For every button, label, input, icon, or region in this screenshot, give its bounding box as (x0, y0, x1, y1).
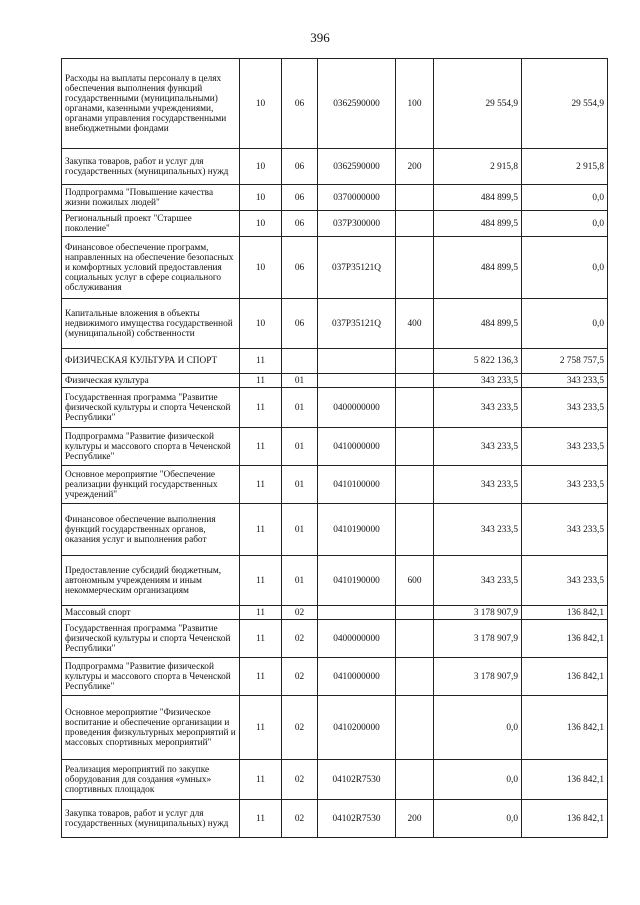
row-target-code: 037P35121Q (318, 299, 396, 349)
row-target-code: 0410190000 (318, 556, 396, 606)
row-expense-type (396, 211, 434, 237)
row-section: 11 (240, 606, 282, 620)
row-expense-type (396, 428, 434, 466)
row-value-2: 2 758 757,5 (522, 349, 608, 374)
row-subsection: 02 (282, 800, 318, 838)
page-number: 396 (310, 30, 330, 45)
row-value-2: 0,0 (522, 299, 608, 349)
row-section: 11 (240, 696, 282, 760)
row-value-2: 0,0 (522, 185, 608, 211)
row-value-1: 3 178 907,9 (434, 620, 522, 658)
row-section: 10 (240, 59, 282, 149)
row-name: Государственная программа "Развитие физической культуры и спорта Чеченской Республики" (62, 620, 240, 658)
row-value-1: 3 178 907,9 (434, 606, 522, 620)
row-target-code: 0410000000 (318, 428, 396, 466)
row-section: 10 (240, 149, 282, 185)
table-row (62, 349, 608, 374)
row-subsection: 06 (282, 149, 318, 185)
row-target-code: 0362590000 (318, 59, 396, 149)
row-value-2: 343 233,5 (522, 466, 608, 504)
row-expense-type (396, 760, 434, 800)
row-subsection: 06 (282, 211, 318, 237)
row-section: 11 (240, 658, 282, 696)
row-section: 11 (240, 349, 282, 374)
row-expense-type (396, 606, 434, 620)
row-expense-type (396, 349, 434, 374)
row-target-code (318, 349, 396, 374)
row-value-2: 136 842,1 (522, 658, 608, 696)
row-target-code: 0400000000 (318, 388, 396, 428)
row-subsection: 06 (282, 185, 318, 211)
table-row (62, 374, 608, 388)
row-name: Подпрограмма "Повышение качества жизни пожилых людей" (62, 185, 240, 211)
table-row (62, 388, 608, 428)
row-subsection: 06 (282, 59, 318, 149)
row-value-1: 5 822 136,3 (434, 349, 522, 374)
row-subsection: 06 (282, 237, 318, 299)
row-subsection: 01 (282, 388, 318, 428)
row-expense-type: 200 (396, 800, 434, 838)
row-expense-type (396, 374, 434, 388)
row-value-1: 343 233,5 (434, 504, 522, 556)
row-expense-type: 100 (396, 59, 434, 149)
row-value-2: 136 842,1 (522, 606, 608, 620)
row-name: Финансовое обеспечение программ, направленных на обеспечение безопасных и комфортных условий предоставления социальных услуг в сфере социального обслуживания (62, 237, 240, 299)
row-value-1: 484 899,5 (434, 299, 522, 349)
row-section: 10 (240, 299, 282, 349)
row-name: Основное мероприятие "Обеспечение реализации функций государственных учреждений" (62, 466, 240, 504)
row-value-2: 343 233,5 (522, 388, 608, 428)
row-section: 11 (240, 556, 282, 606)
row-value-1: 343 233,5 (434, 388, 522, 428)
table-row (62, 800, 608, 838)
row-expense-type (396, 696, 434, 760)
row-value-2: 136 842,1 (522, 800, 608, 838)
row-section: 11 (240, 428, 282, 466)
row-section: 11 (240, 504, 282, 556)
row-expense-type (396, 658, 434, 696)
row-value-1: 484 899,5 (434, 211, 522, 237)
row-value-2: 343 233,5 (522, 428, 608, 466)
row-subsection (282, 349, 318, 374)
row-subsection: 02 (282, 658, 318, 696)
row-value-2: 136 842,1 (522, 760, 608, 800)
row-section: 11 (240, 800, 282, 838)
row-target-code: 0410000000 (318, 658, 396, 696)
row-value-1: 484 899,5 (434, 237, 522, 299)
row-section: 11 (240, 466, 282, 504)
row-target-code: 04102R7530 (318, 760, 396, 800)
row-expense-type (396, 504, 434, 556)
row-value-1: 0,0 (434, 760, 522, 800)
row-name: Финансовое обеспечение выполнения функций государственных органов, оказания услуг и выполнения работ (62, 504, 240, 556)
row-value-1: 3 178 907,9 (434, 658, 522, 696)
table-row (62, 696, 608, 760)
row-target-code: 0410100000 (318, 466, 396, 504)
table-row (62, 466, 608, 504)
table-row (62, 428, 608, 466)
row-target-code: 0362590000 (318, 149, 396, 185)
row-name: Массовый спорт (62, 606, 240, 620)
row-value-2: 0,0 (522, 237, 608, 299)
row-value-2: 343 233,5 (522, 504, 608, 556)
row-name: Расходы на выплаты персоналу в целях обеспечения выполнения функций государственными (муниципальными) органами, казенными учреждениями, органами управления государственными внебюджетными фондами (62, 59, 240, 149)
row-value-2: 29 554,9 (522, 59, 608, 149)
row-value-2: 343 233,5 (522, 374, 608, 388)
row-value-1: 2 915,8 (434, 149, 522, 185)
row-section: 11 (240, 374, 282, 388)
row-target-code: 04102R7530 (318, 800, 396, 838)
row-expense-type (396, 620, 434, 658)
row-value-2: 2 915,8 (522, 149, 608, 185)
row-subsection: 01 (282, 504, 318, 556)
row-value-2: 0,0 (522, 211, 608, 237)
row-expense-type: 600 (396, 556, 434, 606)
row-target-code: 0410200000 (318, 696, 396, 760)
row-target-code (318, 606, 396, 620)
row-expense-type (396, 185, 434, 211)
row-section: 10 (240, 211, 282, 237)
row-value-1: 0,0 (434, 800, 522, 838)
row-value-1: 343 233,5 (434, 466, 522, 504)
row-subsection: 01 (282, 556, 318, 606)
row-value-1: 343 233,5 (434, 374, 522, 388)
row-subsection: 02 (282, 606, 318, 620)
table-row (62, 299, 608, 349)
row-value-2: 136 842,1 (522, 620, 608, 658)
row-expense-type: 200 (396, 149, 434, 185)
row-name: Государственная программа "Развитие физической культуры и спорта Чеченской Республики" (62, 388, 240, 428)
row-name: Закупка товаров, работ и услуг для государственных (муниципальных) нужд (62, 800, 240, 838)
row-name: Физическая культура (62, 374, 240, 388)
table-row (62, 211, 608, 237)
row-subsection: 01 (282, 428, 318, 466)
row-name: Предоставление субсидий бюджетным, автономным учреждениям и иным некоммерческим организациям (62, 556, 240, 606)
row-value-2: 343 233,5 (522, 556, 608, 606)
row-target-code: 037P35121Q (318, 237, 396, 299)
row-name: Капитальные вложения в объекты недвижимого имущества государственной (муниципальной) собственности (62, 299, 240, 349)
row-target-code: 037P300000 (318, 211, 396, 237)
table-row (62, 606, 608, 620)
row-target-code: 0400000000 (318, 620, 396, 658)
row-target-code: 0370000000 (318, 185, 396, 211)
row-expense-type (396, 237, 434, 299)
row-section: 11 (240, 620, 282, 658)
table-row (62, 59, 608, 149)
row-section: 11 (240, 760, 282, 800)
row-expense-type (396, 466, 434, 504)
row-subsection: 02 (282, 760, 318, 800)
row-name: Закупка товаров, работ и услуг для государственных (муниципальных) нужд (62, 149, 240, 185)
table-row (62, 149, 608, 185)
row-name: ФИЗИЧЕСКАЯ КУЛЬТУРА И СПОРТ (62, 349, 240, 374)
row-value-1: 343 233,5 (434, 428, 522, 466)
budget-table (61, 58, 608, 838)
row-expense-type: 400 (396, 299, 434, 349)
row-subsection: 01 (282, 374, 318, 388)
row-name: Реализация мероприятий по закупке оборудования для создания «умных» спортивных площадок (62, 760, 240, 800)
row-target-code (318, 374, 396, 388)
row-value-1: 343 233,5 (434, 556, 522, 606)
table-row (62, 620, 608, 658)
row-name: Региональный проект "Старшее поколение" (62, 211, 240, 237)
row-subsection: 02 (282, 696, 318, 760)
table-row (62, 237, 608, 299)
row-value-1: 0,0 (434, 696, 522, 760)
row-value-2: 136 842,1 (522, 696, 608, 760)
table-row (62, 556, 608, 606)
row-subsection: 02 (282, 620, 318, 658)
row-section: 11 (240, 388, 282, 428)
table-row (62, 760, 608, 800)
row-subsection: 06 (282, 299, 318, 349)
row-expense-type (396, 388, 434, 428)
row-section: 10 (240, 237, 282, 299)
row-name: Подпрограмма "Развитие физической культуры и массового спорта в Чеченской Республике" (62, 428, 240, 466)
row-subsection: 01 (282, 466, 318, 504)
row-section: 10 (240, 185, 282, 211)
row-value-1: 484 899,5 (434, 185, 522, 211)
row-target-code: 0410190000 (318, 504, 396, 556)
table-row (62, 658, 608, 696)
table-row (62, 504, 608, 556)
row-value-1: 29 554,9 (434, 59, 522, 149)
table-row (62, 185, 608, 211)
row-name: Подпрограмма "Развитие физической культуры и массового спорта в Чеченской Республике" (62, 658, 240, 696)
row-name: Основное мероприятие "Физическое воспитание и обеспечение организации и проведения физкультурных мероприятий и массовых спортивных мероприятий" (62, 696, 240, 760)
